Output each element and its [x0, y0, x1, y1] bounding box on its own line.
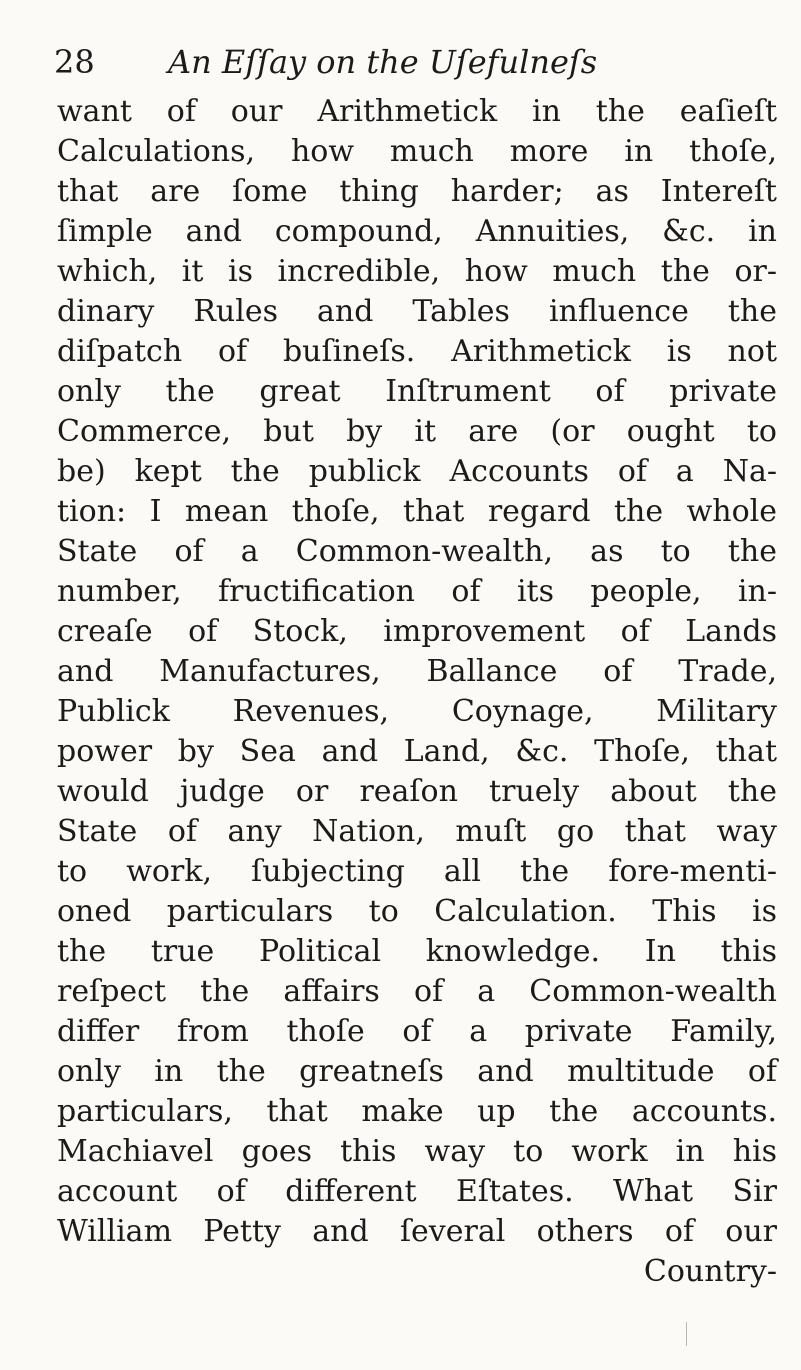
text-line: creaſe of Stock, improvement of Lands: [57, 614, 777, 649]
text-line: number, fructification of its people, in-: [57, 574, 777, 609]
text-line: William Petty and ſeveral others of our: [57, 1214, 777, 1249]
text-line: State of any Nation, muſt go that way: [57, 814, 777, 849]
text-line: Publick Revenues, Coynage, Military: [57, 694, 777, 729]
text-line: oned particulars to Calculation. This is: [57, 894, 777, 929]
text-line: account of different Eſtates. What Sir: [57, 1174, 777, 1209]
text-line: be) kept the publick Accounts of a Na-: [57, 454, 777, 489]
text-line: only in the greatneſs and multitude of: [57, 1054, 777, 1089]
text-line: Machiavel goes this way to work in his: [57, 1134, 777, 1169]
text-line: power by Sea and Land, &c. Thoſe, that: [57, 734, 777, 769]
running-title: An Eſſay on the Uſefulneſs: [168, 43, 598, 81]
text-line: and Manufactures, Ballance of Trade,: [57, 654, 777, 689]
body-text: [57, 92, 777, 1292]
text-line: want of our Arithmetick in the eaſieſt: [57, 94, 777, 129]
text-line: particulars, that make up the accounts.: [57, 1094, 777, 1129]
text-line: which, it is incredible, how much the or-: [57, 254, 777, 289]
text-line: State of a Common-wealth, as to the: [57, 534, 777, 569]
text-line: ſimple and compound, Annuities, &c. in: [57, 214, 777, 249]
text-line: differ from thoſe of a private Family,: [57, 1014, 777, 1049]
text-line: Calculations, how much more in thoſe,: [57, 134, 777, 169]
page-number: 28: [54, 43, 95, 81]
paper-mark: [686, 1322, 687, 1346]
catchword: Country-: [643, 1254, 777, 1289]
text-line: would judge or reaſon truely about the: [57, 774, 777, 809]
text-line: that are ſome thing harder; as Intereſt: [57, 174, 777, 209]
running-head: [54, 40, 754, 84]
text-line: the true Political knowledge. In this: [57, 934, 777, 969]
text-line: to work, ſubjecting all the fore-menti-: [57, 854, 777, 889]
text-line: tion: I mean thoſe, that regard the whole: [57, 494, 777, 529]
text-line: only the great Inſtrument of private: [57, 374, 777, 409]
text-line: Commerce, but by it are (or ought to: [57, 414, 777, 449]
text-line: dinary Rules and Tables influence the: [57, 294, 777, 329]
text-line: reſpect the affairs of a Common-wealth: [57, 974, 777, 1009]
text-line: diſpatch of buſineſs. Arithmetick is not: [57, 334, 777, 369]
